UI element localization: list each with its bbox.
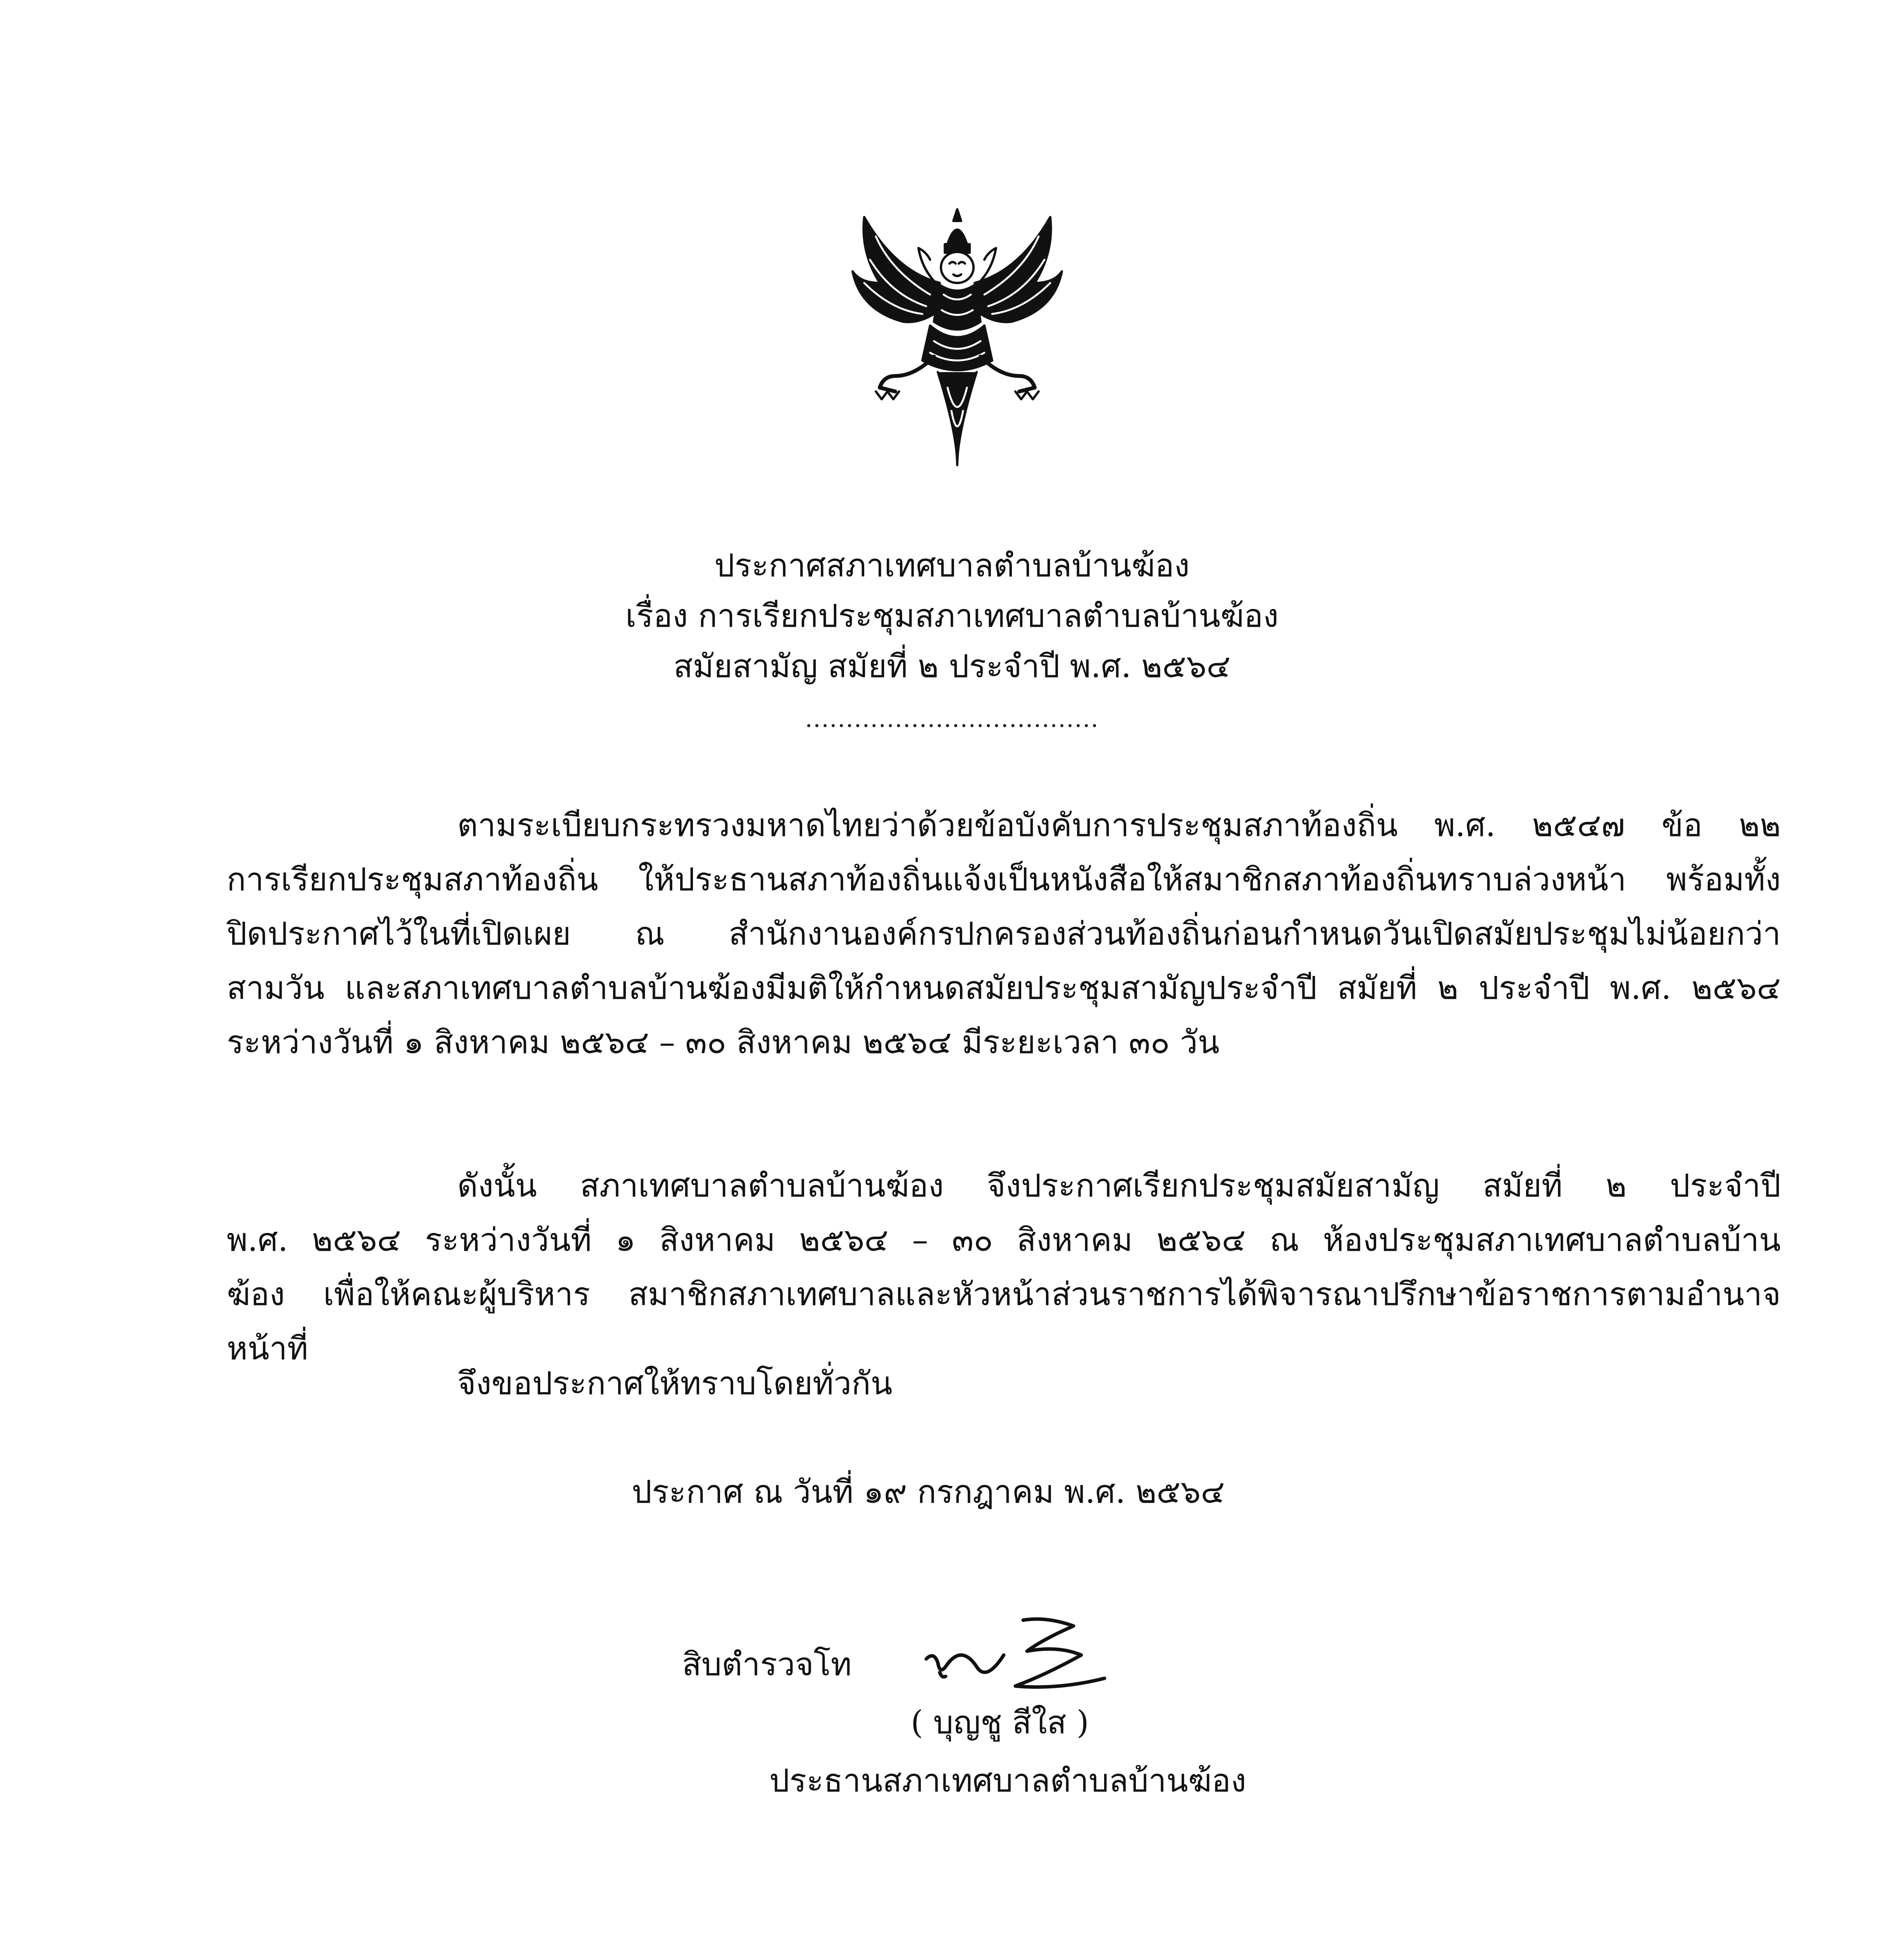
announcement-date: ประกาศ ณ วันที่ ๑๙ กรกฎาคม พ.ศ. ๒๕๖๔ bbox=[632, 1474, 1225, 1510]
handwritten-signature bbox=[918, 1609, 1136, 1702]
signatory-rank: สิบตำรวจโท bbox=[682, 1646, 852, 1683]
paragraph-2-line: หน้าที่ bbox=[227, 1330, 308, 1367]
paragraph-1-line: ระหว่างวันที่ ๑ สิงหาคม ๒๕๖๔ – ๓๐ สิงหาคม ๒๕๖๔ มีระยะเวลา ๓๐ วัน bbox=[227, 1024, 1220, 1061]
paragraph-2-line: ดังนั้น สภาเทศบาลตำบลบ้านฆ้อง จึงประกาศเรียกประชุมสมัยสามัญ สมัยที่ ๒ ประจำปี bbox=[457, 1167, 1781, 1204]
paragraph-1-line: การเรียกประชุมสภาท้องถิ่น ให้ประธานสภาท้องถิ่นแจ้งเป็นหนังสือให้สมาชิกสภาท้องถิ่นทราบล่วงหน้า พร้อมทั้ง bbox=[227, 861, 1781, 898]
title-line-2: เรื่อง การเรียกประชุมสภาเทศบาลตำบลบ้านฆ้อง bbox=[625, 598, 1279, 635]
announcement-title bbox=[0, 541, 1904, 738]
paragraph-1-line: ปิดประกาศไว้ในที่เปิดเผย ณ สำนักงานองค์กรปกครองส่วนท้องถิ่นก่อนกำหนดวันเปิดสมัยประชุมไม่น้อยกว่า bbox=[227, 916, 1781, 952]
paragraph-2 bbox=[227, 1159, 1781, 1376]
title-line-3: สมัยสามัญ สมัยที่ ๒ ประจำปี พ.ศ. ๒๕๖๔ bbox=[673, 648, 1231, 685]
paragraph-2-line: ฆ้อง เพื่อให้คณะผู้บริหาร สมาชิกสภาเทศบาลและหัวหน้าส่วนราชการได้พิจารณาปรึกษาข้อราชการตามอำนาจ bbox=[227, 1276, 1781, 1313]
paragraph-1-line: ตามระเบียบกระทรวงมหาดไทยว่าด้วยข้อบังคับการประชุมสภาท้องถิ่น พ.ศ. ๒๕๔๗ ข้อ ๒๒ bbox=[457, 807, 1781, 844]
closing-statement: จึงขอประกาศให้ทราบโดยทั่วกัน bbox=[457, 1365, 893, 1402]
paragraph-2-line: พ.ศ. ๒๕๖๔ ระหว่างวันที่ ๑ สิงหาคม ๒๕๖๔ – ๓๐ สิงหาคม ๒๕๖๔ ณ ห้องประชุมสภาเทศบาลตำบลบ้าน bbox=[227, 1222, 1781, 1259]
paragraph-1-line: สามวัน และสภาเทศบาลตำบลบ้านฆ้องมีมติให้กำหนดสมัยประชุมสามัญประจำปี สมัยที่ ๒ ประจำปี พ.ศ. ๒๕๖๔ bbox=[227, 970, 1781, 1007]
paragraph-1 bbox=[227, 798, 1781, 1070]
signatory-name: ( บุญชู สีใส ) bbox=[911, 1704, 1089, 1741]
title-line-1: ประกาศสภาเทศบาลตำบลบ้านฆ้อง bbox=[714, 547, 1190, 584]
title-separator: .................................... bbox=[805, 705, 1099, 733]
garuda-emblem-icon bbox=[837, 194, 1077, 473]
signatory-position: ประธานสภาเทศบาลตำบลบ้านฆ้อง bbox=[769, 1762, 1246, 1799]
